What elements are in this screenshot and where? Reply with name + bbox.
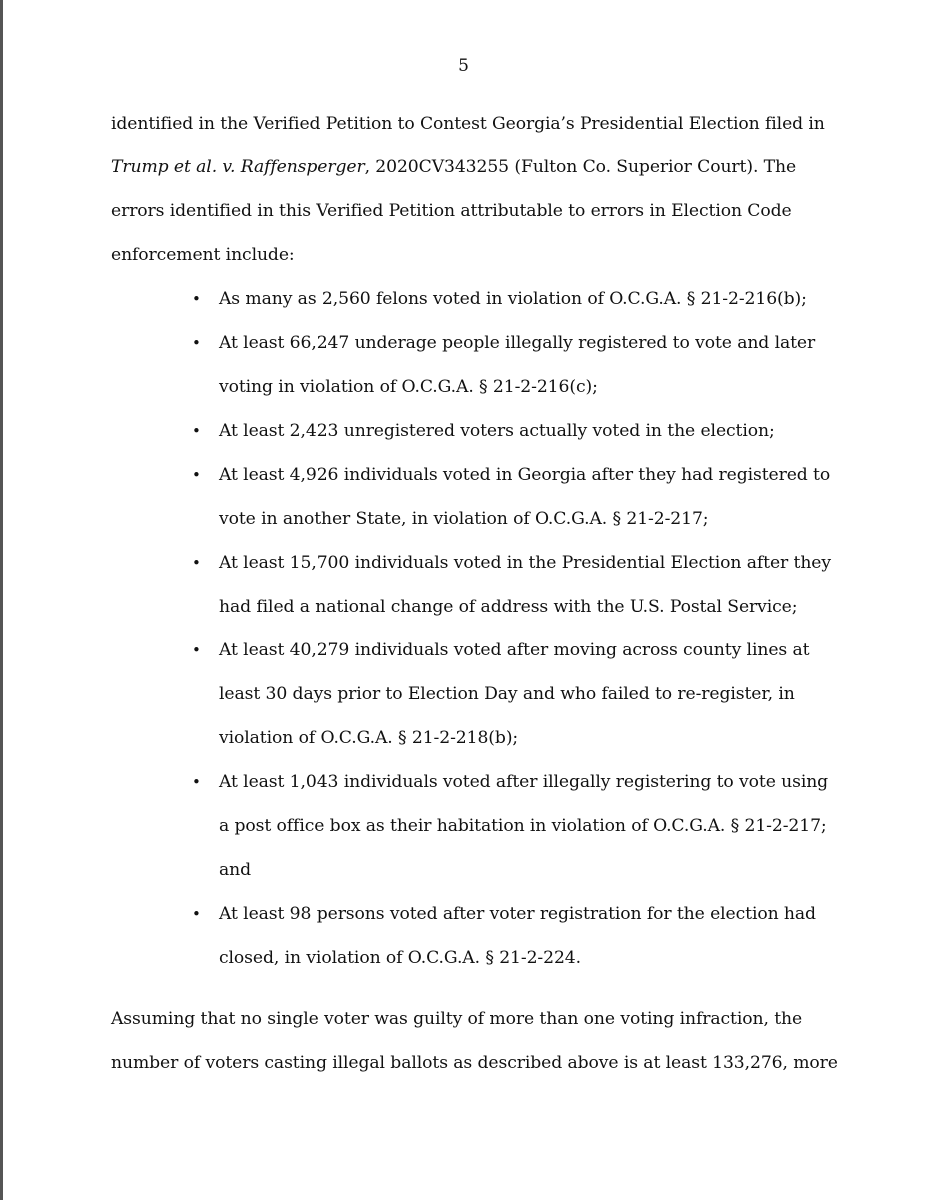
bullet-item-line: At least 2,423 unregistered voters actually voted in the election; xyxy=(219,421,775,441)
bullet-item-line: and xyxy=(219,860,252,880)
bullet-icon: • xyxy=(192,334,201,352)
bullet-icon: • xyxy=(192,466,201,484)
bullet-icon: • xyxy=(192,554,201,572)
bullet-item-line: At least 15,700 individuals voted in the Presidential Election after they xyxy=(219,553,831,573)
bullet-item-line: least 30 days prior to Election Day and who failed to re-register, in xyxy=(219,684,795,704)
bullet-icon: • xyxy=(192,641,201,659)
bullet-item-line: At least 1,043 individuals voted after illegally registering to vote using xyxy=(219,772,829,792)
bullet-item-line: vote in another State, in violation of O.C.G.A. § 21-2-217; xyxy=(219,509,709,529)
bullet-item-line: had filed a national change of address with the U.S. Postal Service; xyxy=(219,597,798,617)
intro-line: errors identified in this Verified Petition attributable to errors in Election Code xyxy=(111,201,792,221)
bullet-item-line: At least 98 persons voted after voter registration for the election had xyxy=(219,904,816,924)
bullet-icon: • xyxy=(192,290,201,308)
bullet-item-line: At least 4,926 individuals voted in Georgia after they had registered to xyxy=(219,465,831,485)
closing-line: number of voters casting illegal ballots as described above is at least 133,276, more xyxy=(111,1053,838,1073)
bullet-item-line: At least 40,279 individuals voted after moving across county lines at xyxy=(219,640,810,660)
bullet-icon: • xyxy=(192,422,201,440)
bullet-item-line: At least 66,247 underage people illegally registered to vote and later xyxy=(219,333,816,353)
case-number: , 2020CV343255 (Fulton Co. Superior Court). The xyxy=(364,157,797,177)
bullet-item-line: voting in violation of O.C.G.A. § 21-2-216(c); xyxy=(219,377,598,397)
bullet-icon: • xyxy=(192,773,201,791)
bullet-item-line: a post office box as their habitation in violation of O.C.G.A. § 21-2-217; xyxy=(219,816,827,836)
closing-line: Assuming that no single voter was guilty of more than one voting infraction, the xyxy=(111,1009,803,1029)
bullet-item-line: violation of O.C.G.A. § 21-2-218(b); xyxy=(219,728,519,748)
case-name: Trump et al. v. Raffensperger xyxy=(111,157,365,177)
page-number: 5 xyxy=(458,56,469,76)
bullet-item-line: As many as 2,560 felons voted in violation of O.C.G.A. § 21-2-216(b); xyxy=(219,289,807,309)
page-left-edge xyxy=(0,0,3,1200)
intro-line xyxy=(111,157,796,177)
bullet-icon: • xyxy=(192,905,201,923)
intro-line: enforcement include: xyxy=(111,245,295,265)
intro-line: identified in the Verified Petition to Contest Georgia’s Presidential Election filed in xyxy=(111,114,825,134)
bullet-item-line: closed, in violation of O.C.G.A. § 21-2-224. xyxy=(219,948,581,968)
